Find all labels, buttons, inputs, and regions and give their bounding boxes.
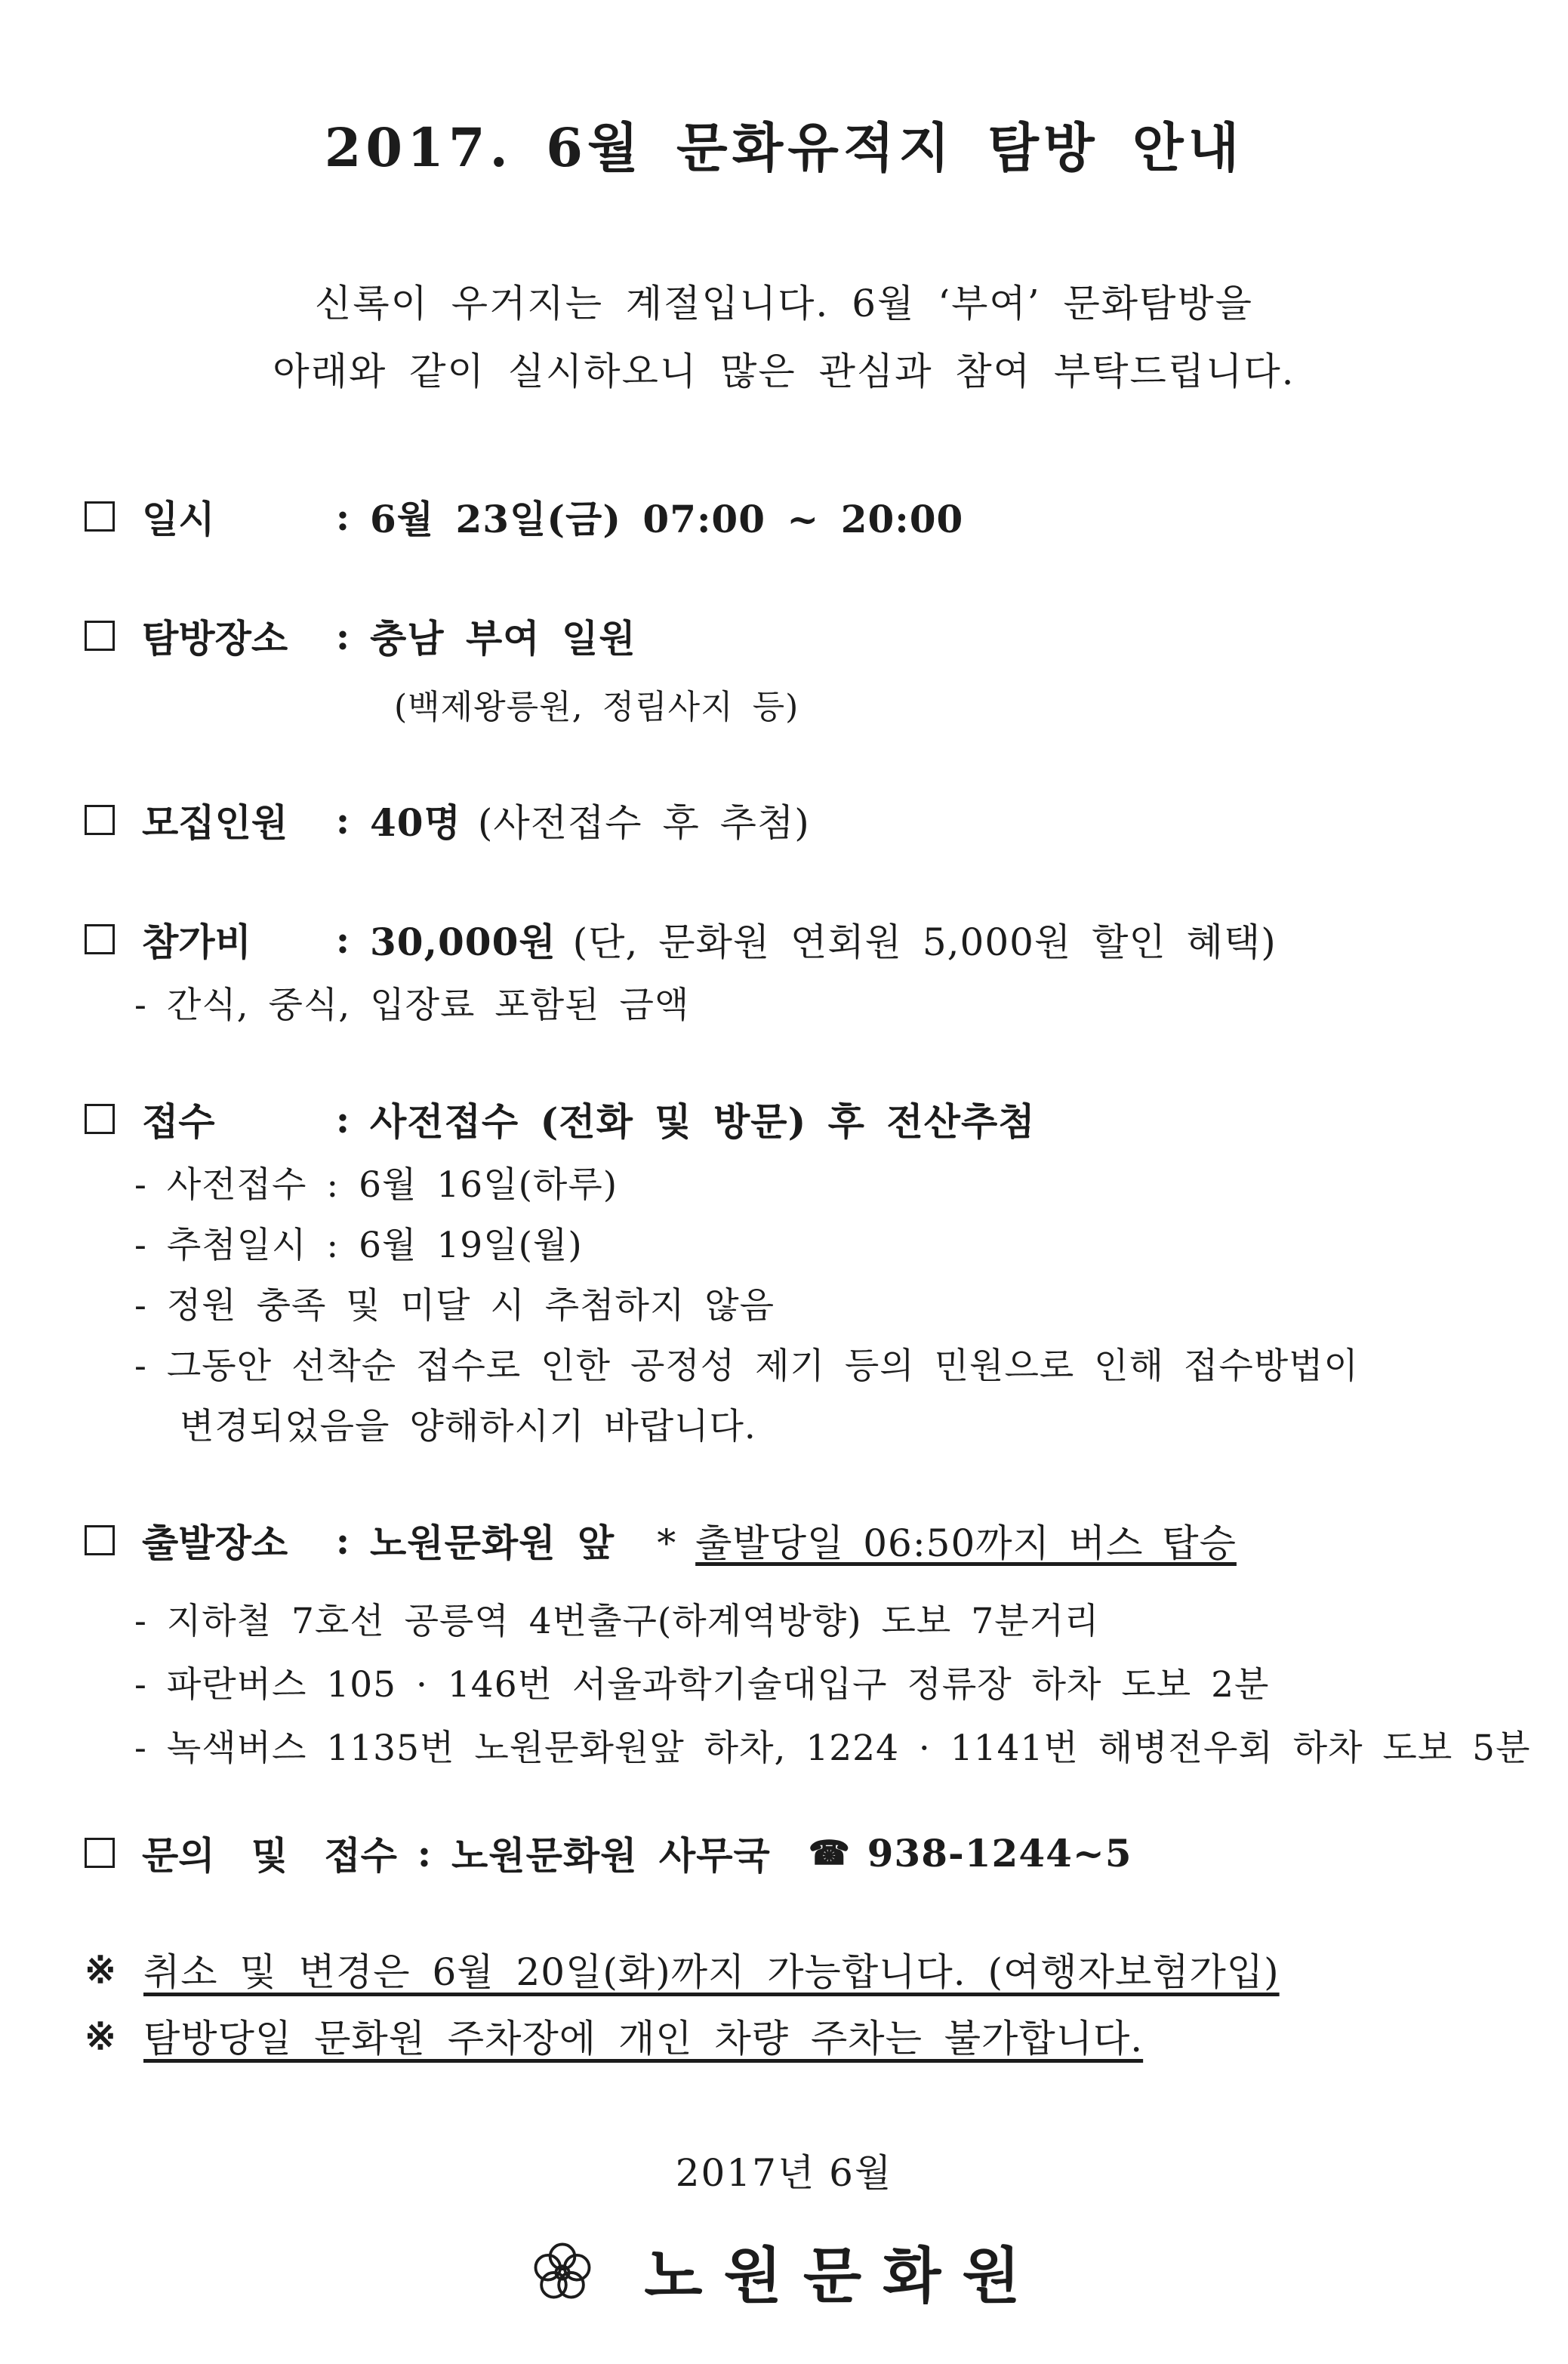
organization-signature: [0, 2227, 1568, 2314]
departure-bullet: - 녹색버스 1135번 노원문화원앞 하차, 1224 · 1141번 해병전우회 하차 도보 5분: [134, 1728, 1531, 1769]
page-title: 2017. 6월 문화유적지 탐방 안내: [324, 116, 1244, 179]
section-label: 탐방장소: [142, 616, 288, 661]
fee-bullet: - 간식, 중식, 입장료 포함된 금액: [134, 985, 690, 1026]
section-recruit: [85, 794, 810, 846]
section-departure: [85, 1515, 1237, 1566]
departure-bullet: - 지하철 7호선 공릉역 4번출구(하계역방향) 도보 7분거리: [134, 1601, 1100, 1642]
apply-bullet: - 사전접수 : 6월 16일(하루): [134, 1164, 618, 1206]
intro-line-1: 신록이 우거지는 계절입니다. 6월 ‘부여’ 문화탐방을: [315, 282, 1253, 325]
notice-parking: [85, 2008, 1143, 2063]
colon: :: [335, 1096, 350, 1142]
issue-date: 2017년 6월: [675, 2151, 893, 2195]
colon: :: [335, 1518, 350, 1563]
colon: :: [335, 797, 350, 843]
contact-value: 노원문화원 사무국: [451, 1833, 771, 1878]
place-value: 충남 부여 일원: [370, 616, 636, 661]
reference-mark: ※: [85, 2013, 117, 2058]
checkbox-square-icon: [85, 1838, 115, 1868]
fee-value: 30,000원: [370, 920, 556, 964]
checkbox-square-icon: [85, 1104, 115, 1134]
colon: :: [335, 613, 350, 658]
departure-note: [657, 1513, 1237, 1567]
flower-emblem-icon: [526, 2235, 599, 2307]
section-place: [85, 610, 636, 661]
note-text: 출발당일 06:50까지 버스 탑승: [695, 1521, 1237, 1565]
checkbox-square-icon: [85, 501, 115, 532]
schedule-value: 6월 23일(금) 07:00 ~ 20:00: [370, 497, 964, 541]
section-label: 문의 및 접수: [142, 1833, 397, 1878]
apply-bullet: - 추첨일시 : 6월 19일(월): [134, 1225, 583, 1266]
checkbox-square-icon: [85, 1525, 115, 1555]
section-fee: [85, 914, 1277, 965]
phone-number: 938-1244~5: [867, 1830, 1132, 1875]
recruit-value: 40명: [370, 800, 461, 845]
place-sub: (백제왕릉원, 정림사지 등): [394, 688, 799, 726]
fee-extra: (단, 문화원 연회원 5,000원 할인 혜택): [572, 920, 1277, 964]
organization-name: 노원문화원: [644, 2240, 1042, 2311]
notice-cancel: [85, 1942, 1280, 1996]
section-label: 참가비: [142, 920, 251, 964]
checkbox-square-icon: [85, 621, 115, 651]
departure-bullet: - 파란버스 105 · 146번 서울과학기술대입구 정류장 하차 도보 2분: [134, 1664, 1270, 1706]
apply-bullet: - 그동안 선착순 접수로 인한 공정성 제기 등의 민원으로 인해 접수방법이: [134, 1345, 1359, 1387]
checkbox-square-icon: [85, 805, 115, 835]
contact-phone: [809, 1831, 1132, 1875]
departure-value: 노원문화원 앞: [370, 1521, 615, 1565]
colon: :: [335, 494, 350, 539]
section-label: 출발장소: [142, 1521, 288, 1565]
notice-text: 탐방당일 문화원 주차장에 개인 차량 주차는 불가합니다.: [143, 2017, 1144, 2060]
section-contact: [85, 1827, 1132, 1879]
colon: :: [335, 917, 350, 962]
intro-line-2: 아래와 같이 실시하오니 많은 관심과 참여 부탁드립니다.: [273, 350, 1295, 393]
checkbox-square-icon: [85, 924, 115, 954]
notice-text: 취소 및 변경은 6월 20일(화)까지 가능합니다. (여행자보험가입): [143, 1950, 1280, 1994]
recruit-extra: (사전접수 후 추첨): [477, 801, 810, 845]
telephone-icon: ☎: [808, 1833, 851, 1872]
note-star: *: [657, 1521, 677, 1565]
section-label: 접수: [142, 1099, 215, 1144]
reference-mark: ※: [85, 1946, 117, 1992]
apply-bullet: - 정원 충족 및 미달 시 추첨하지 않음: [134, 1285, 775, 1327]
section-label: 일시: [142, 497, 215, 541]
section-label: 모집인원: [142, 800, 288, 845]
apply-bullet: 변경되었음을 양해하시기 바랍니다.: [180, 1406, 756, 1447]
colon: :: [417, 1830, 432, 1875]
section-apply: [85, 1093, 1036, 1145]
apply-value: 사전접수 (전화 및 방문) 후 전산추첨: [370, 1099, 1036, 1144]
section-schedule: [85, 491, 963, 542]
